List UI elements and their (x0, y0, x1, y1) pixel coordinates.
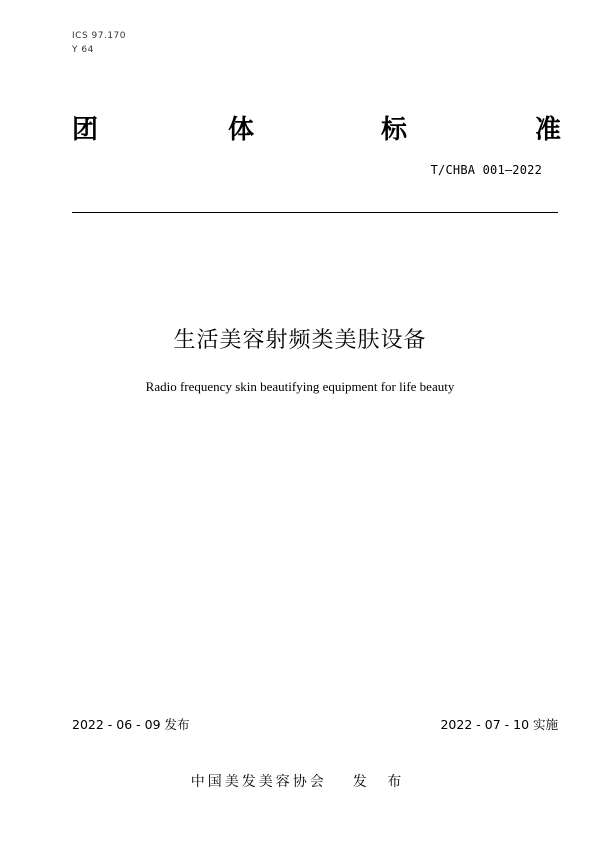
standard-type-char-3: 标 (381, 115, 408, 145)
issuer-line (0, 771, 600, 793)
standard-type-char-4: 准 (535, 115, 562, 145)
issue-label: 发 布 (352, 774, 410, 790)
ccs-code: Y 64 (72, 45, 94, 55)
implement-date: 2022 - 07 - 10 实施 (440, 717, 558, 732)
standard-type-char-1: 团 (72, 115, 99, 145)
ics-code: ICS 97.170 (72, 31, 127, 41)
standard-type-char-2: 体 (228, 115, 255, 145)
chinese-title: 生活美容射频类美肤设备 (173, 328, 427, 353)
english-title: Radio frequency skin beautifying equipment for life beauty (145, 379, 455, 394)
issuer-name: 中国美发美容协会 (190, 774, 327, 790)
standard-number: T/CHBA 001—2022 (430, 163, 542, 177)
publish-date: 2022 - 06 - 09 发布 (72, 717, 190, 732)
header-divider (72, 212, 558, 213)
